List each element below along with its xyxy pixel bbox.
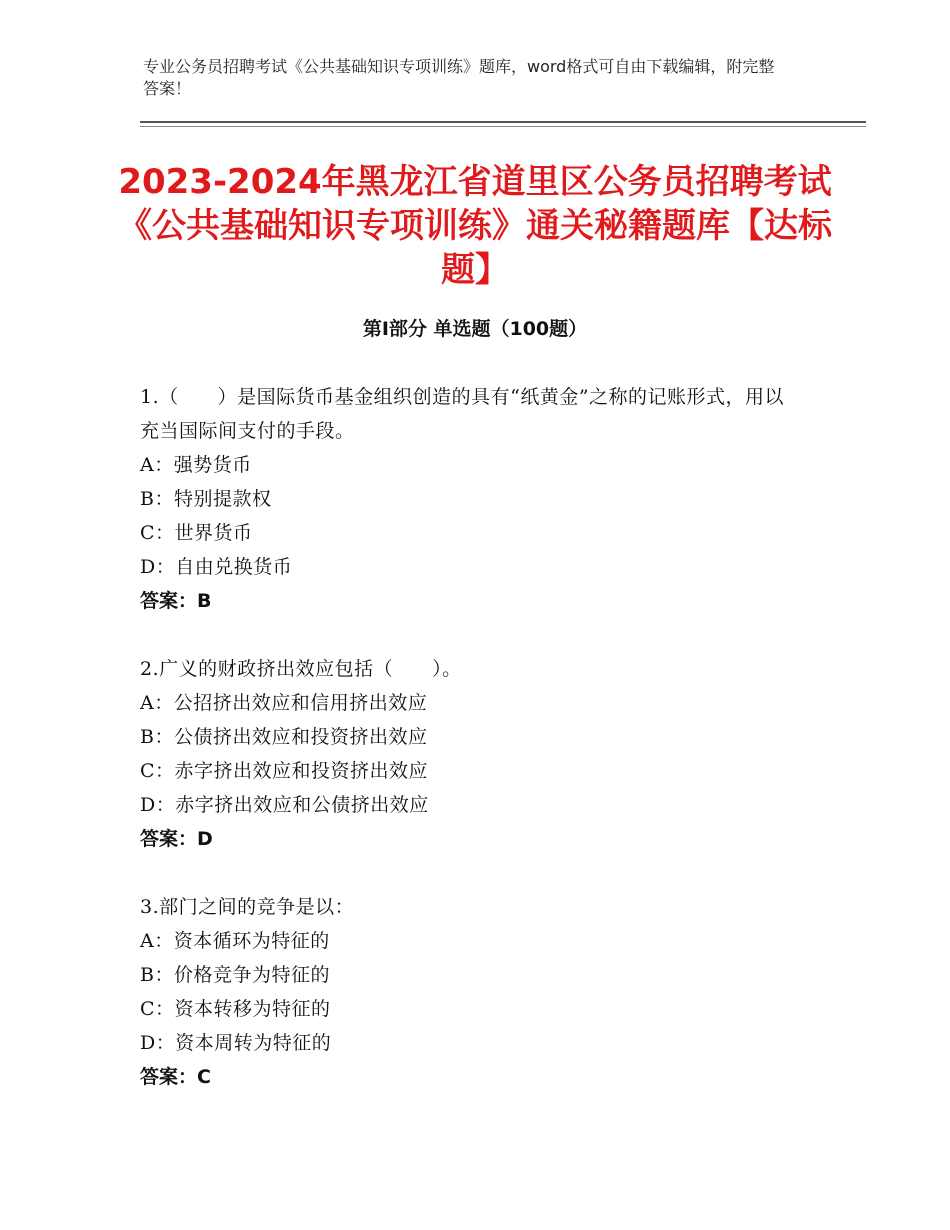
section-heading: 第Ⅰ部分 单选题（100题）	[362, 318, 588, 340]
question-2	[140, 652, 800, 856]
option-b: B：特别提款权	[140, 488, 272, 510]
question-stem: 2.广义的财政挤出效应包括（ ）。	[140, 658, 462, 680]
header-divider	[140, 121, 866, 123]
question-list	[140, 380, 800, 1128]
option-b: B：公债挤出效应和投资挤出效应	[140, 726, 428, 748]
option-b: B：价格竞争为特征的	[140, 964, 330, 986]
document-title: 2023-2024年黑龙江省道里区公务员招聘考试《公共基础知识专项训练》通关秘籍题库【达标题】	[118, 162, 832, 290]
option-a: A：资本循环为特征的	[140, 930, 330, 952]
option-d: D：自由兑换货币	[140, 556, 293, 578]
answer: 答案：D	[140, 828, 213, 850]
option-d: D：资本周转为特征的	[140, 1032, 332, 1054]
option-a: A：强势货币	[140, 454, 252, 476]
question-1	[140, 380, 800, 618]
question-3	[140, 890, 800, 1094]
option-c: C：赤字挤出效应和投资挤出效应	[140, 760, 429, 782]
option-c: C：世界货币	[140, 522, 253, 544]
header-note: 专业公务员招聘考试《公共基础知识专项训练》题库，word格式可自由下载编辑，附完整答案！	[143, 57, 775, 98]
option-c: C：资本转移为特征的	[140, 998, 331, 1020]
question-stem: 3.部门之间的竞争是以：	[140, 896, 355, 918]
answer: 答案：C	[140, 1066, 211, 1088]
answer: 答案：B	[140, 590, 212, 612]
option-d: D：赤字挤出效应和公债挤出效应	[140, 794, 429, 816]
header-divider-thin	[140, 126, 866, 127]
question-stem: 1.（ ）是国际货币基金组织创造的具有“纸黄金”之称的记账形式，用以充当国际间支付的手段。	[140, 386, 785, 442]
option-a: A：公招挤出效应和信用挤出效应	[140, 692, 428, 714]
